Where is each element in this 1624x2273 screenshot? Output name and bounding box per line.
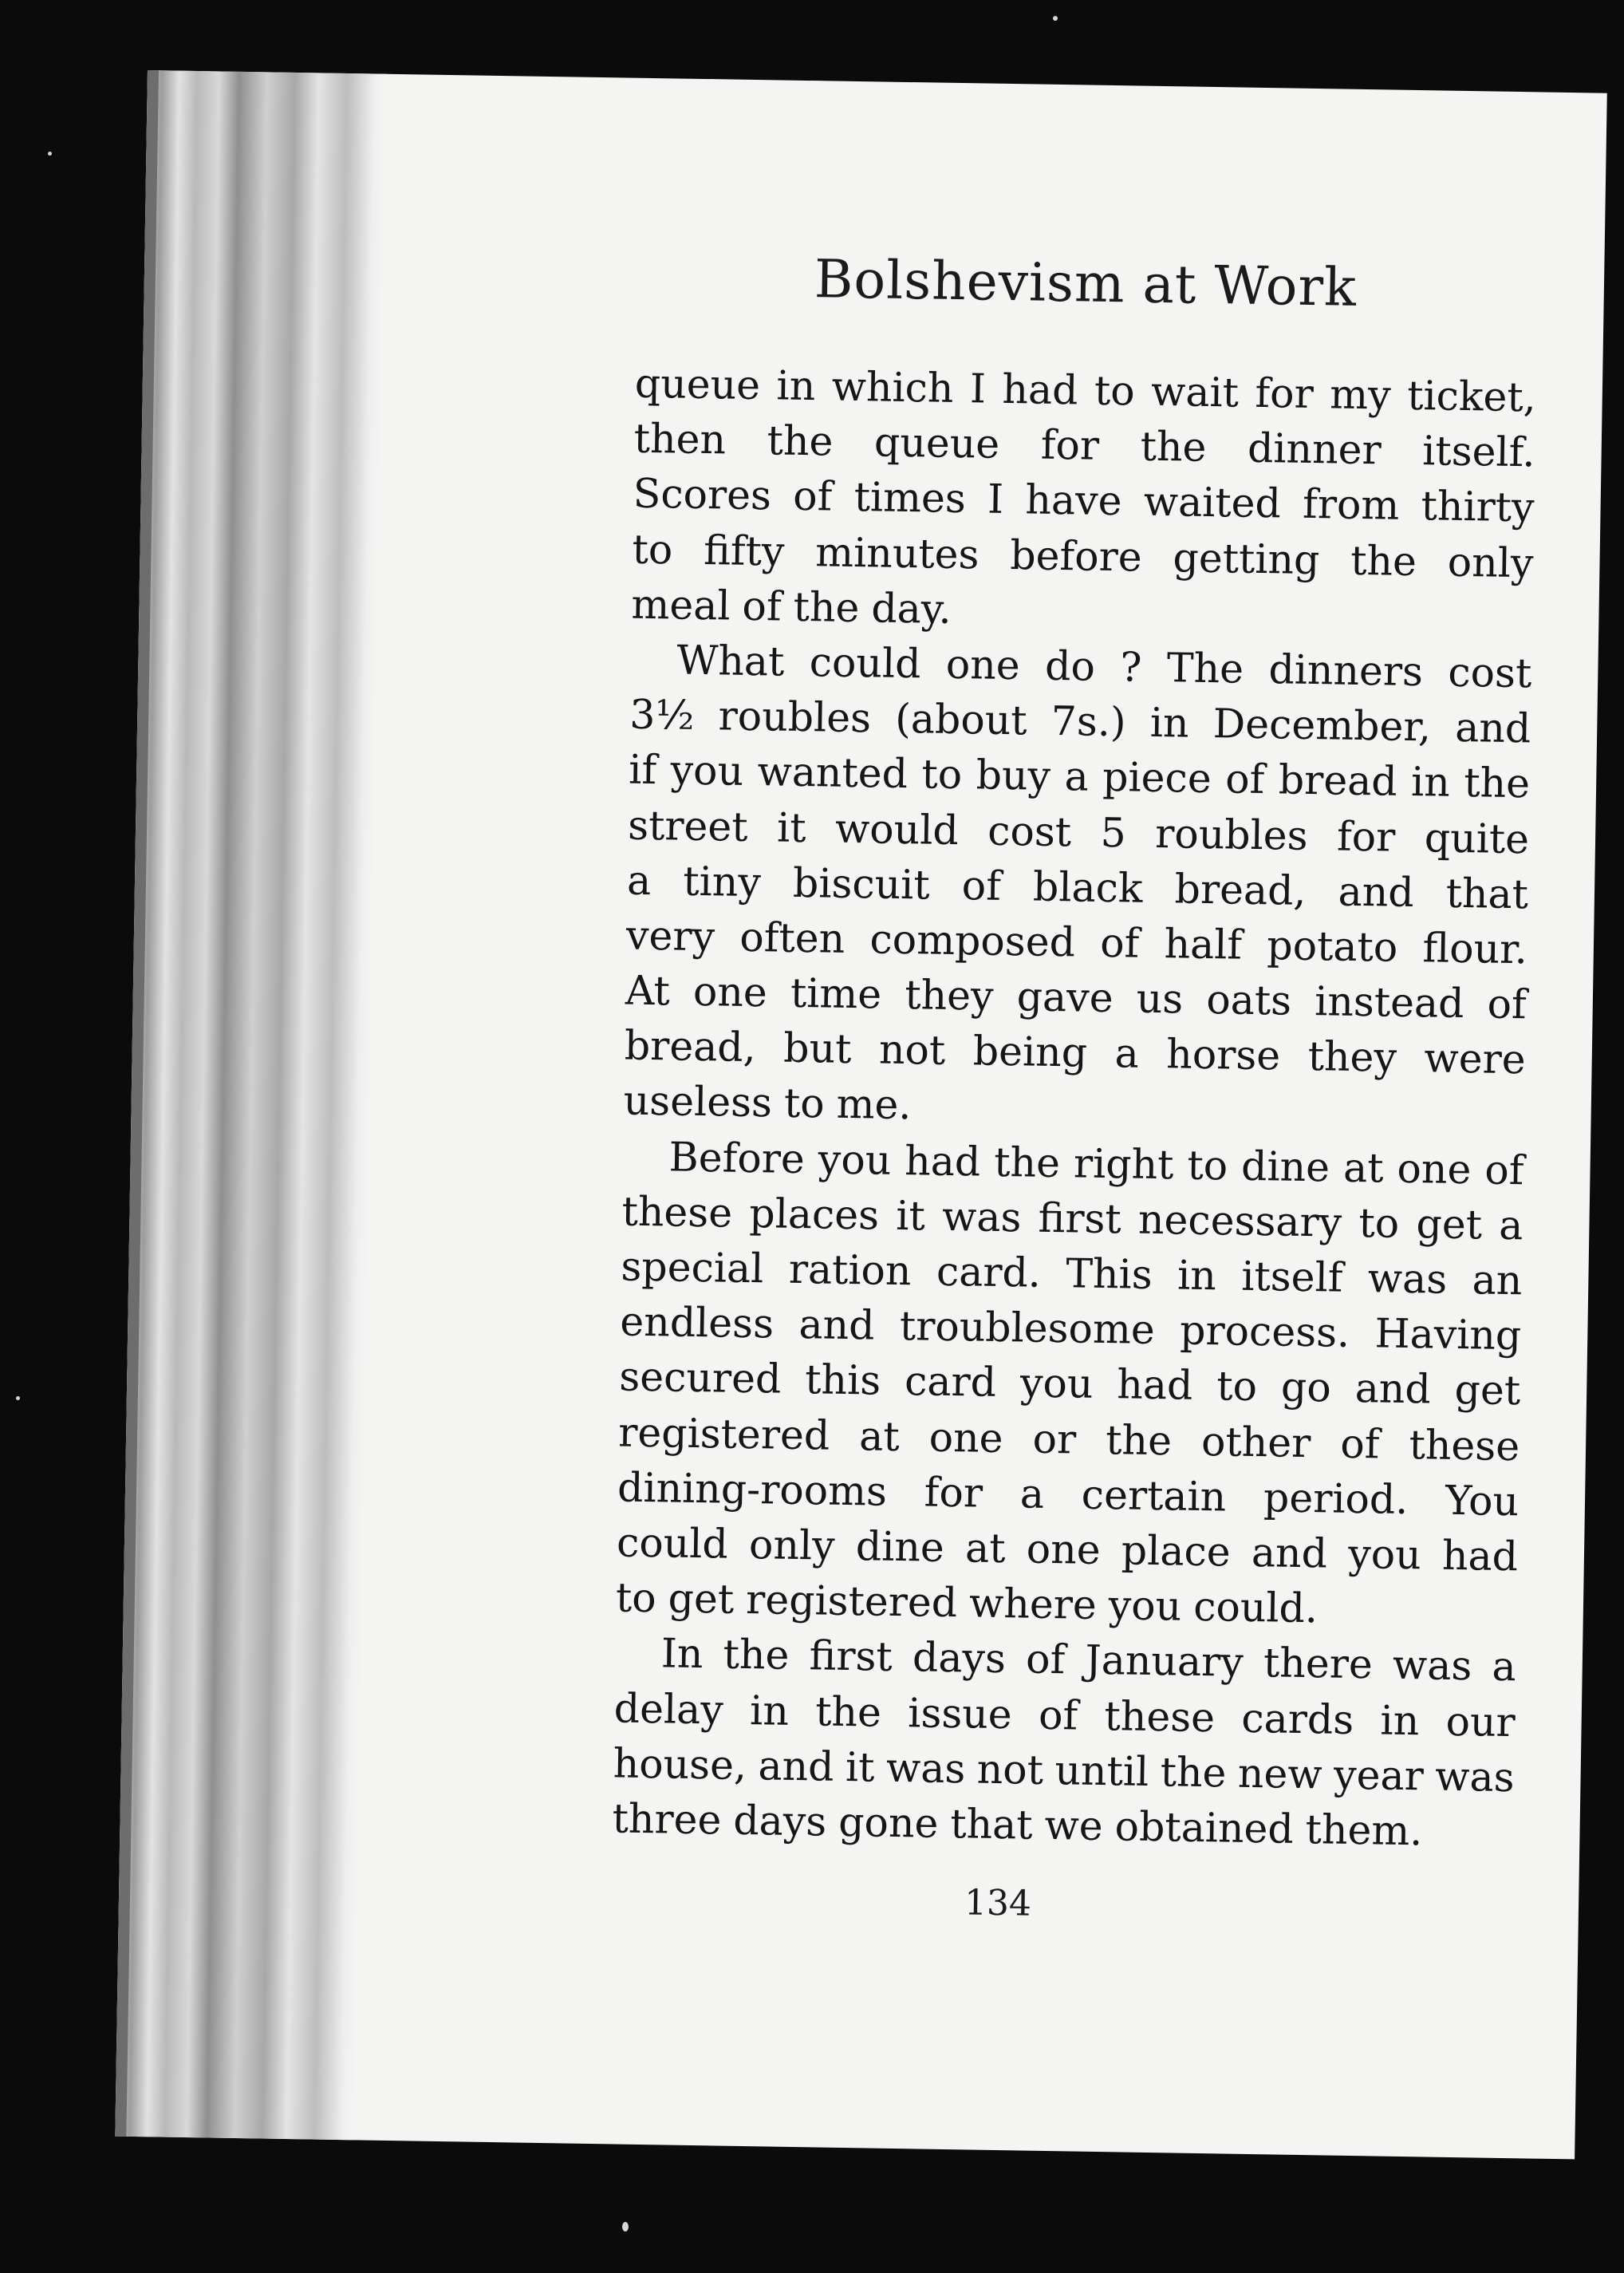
text-line: house, and it was not until the new year was: [613, 1739, 1516, 1801]
body-text: [612, 356, 1536, 1861]
text-line: very often composed of half potato flour.: [625, 911, 1528, 973]
text-line: if you wanted to buy a piece of bread in the: [628, 745, 1531, 807]
running-head: Bolshevism at Work: [814, 248, 1358, 318]
text-line: 3½ roubles (about 7s.) in December, and: [629, 690, 1531, 752]
page-number: 134: [964, 1882, 1032, 1924]
text-line: queue in which I had to wait for my ticket,: [634, 359, 1537, 421]
text-line: delay in the issue of these cards in our: [613, 1683, 1516, 1746]
text-line: dining-rooms for a certain period. You: [617, 1463, 1520, 1525]
page-edge-stack: [115, 70, 387, 2140]
dust-speck: [1053, 16, 1058, 21]
text-line: Before you had the right to dine at one of: [668, 1133, 1524, 1194]
dust-speck: [48, 152, 52, 156]
text-line: to get registered where you could.: [615, 1573, 1319, 1632]
text-line: three days gone that we obtained them.: [612, 1794, 1423, 1855]
text-line: Scores of times I have waited from thirty: [633, 470, 1535, 531]
text-line: street it would cost 5 roubles for quite: [627, 801, 1530, 862]
text-line: In the first days of January there was a: [660, 1629, 1517, 1691]
text-line: secured this card you had to go and get: [618, 1352, 1521, 1415]
text-line: What could one do ? The dinners cost: [676, 636, 1532, 697]
text-line: these places it was first necessary to get a: [621, 1187, 1523, 1249]
dust-speck: [622, 2222, 629, 2232]
text-line: could only dine at one place and you had: [616, 1518, 1519, 1580]
text-line: registered at one or the other of these: [617, 1408, 1520, 1470]
text-line: to fifty minutes before getting the only: [632, 525, 1534, 586]
text-line: meal of the day.: [631, 580, 952, 633]
text-line: bread, but not being a horse they were: [624, 1021, 1527, 1083]
text-line: special ration card. This in itself was an: [621, 1242, 1523, 1304]
text-line: a tiny biscuit of black bread, and that: [626, 856, 1529, 918]
dust-speck: [16, 1396, 20, 1400]
text-line: useless to me.: [623, 1076, 912, 1129]
book-page: [115, 70, 1606, 2159]
text-line: then the queue for the dinner itself.: [633, 414, 1536, 476]
text-line: At one time they gave us oats instead of: [625, 966, 1527, 1028]
text-line: endless and troublesome process. Having: [619, 1297, 1522, 1359]
